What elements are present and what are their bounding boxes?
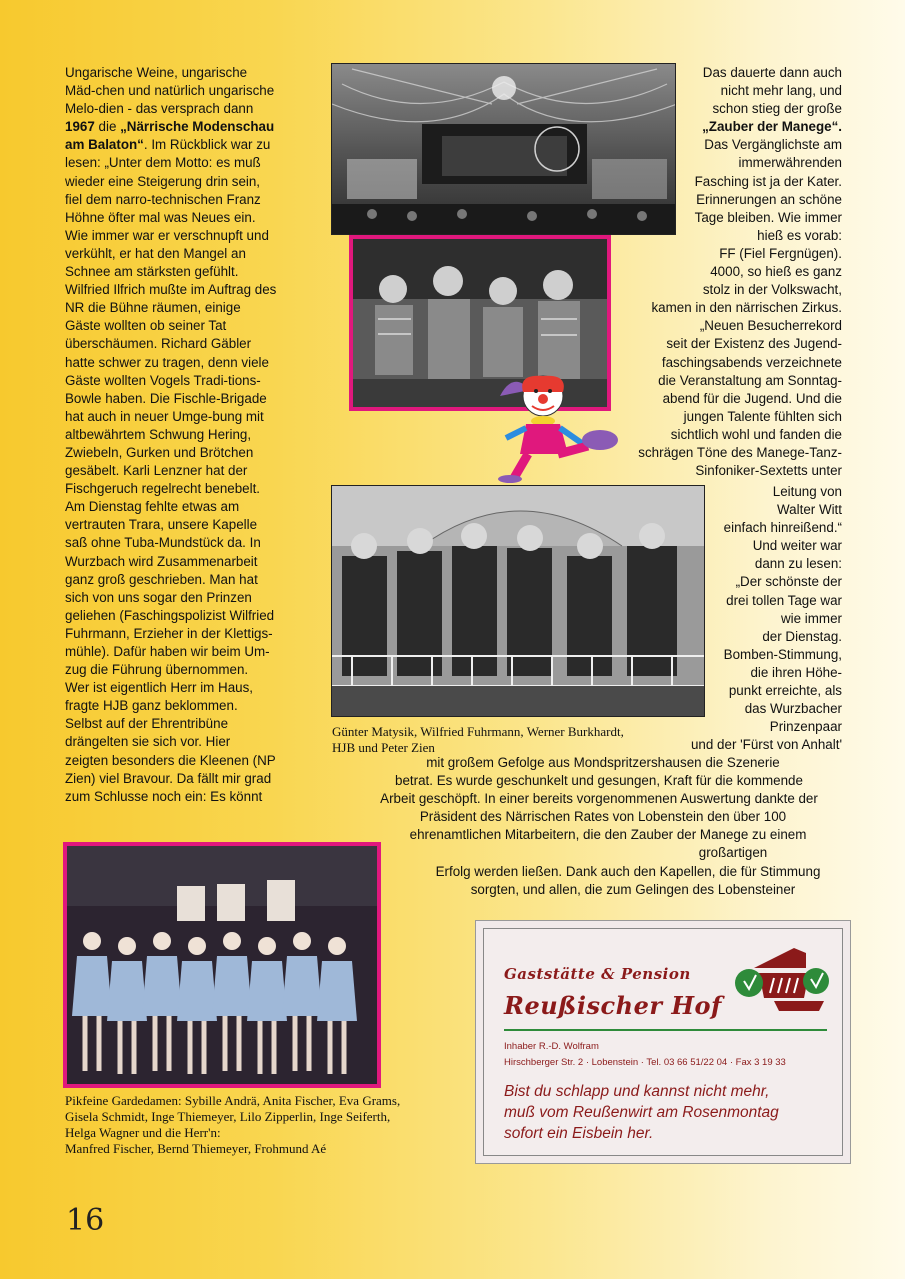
text-line: zum Schlusse noch ein: Es könnt — [65, 788, 263, 804]
text-line: jungen Talente fühlten sich — [683, 408, 842, 424]
text-line: mühle). Dafür haben wir beim Um- — [65, 644, 270, 659]
text-line: Wer ist eigentlich Herr im Haus, — [65, 680, 254, 696]
caption-line: Pikfeine Gardedamen: Sybille Andrä, Anita Fischer, Eva Grams, — [65, 1093, 401, 1108]
text-line: „Der schönste der — [735, 574, 842, 590]
text-line: wie immer — [780, 610, 842, 626]
text-line: Melo-dien - das versprach dann — [65, 101, 254, 117]
text-line: Leitung von — [772, 484, 842, 499]
advertisement-box — [475, 920, 851, 1164]
text-line: fiel dem narro-technischen Franz — [65, 191, 261, 207]
text-line: Wie immer war er verschnupft und — [65, 227, 269, 243]
text-line: sorgten, und allen, die zum Gelingen des Lobensteiner — [470, 881, 796, 897]
text-line: ehrenamtlichen Mitarbeitern, die den Zauber der Manege zu einem — [409, 827, 807, 843]
text-line: hat auch in neuer Umge-bung mit — [65, 408, 264, 424]
text-line: wieder eine Steigerung drin sein, — [65, 173, 261, 189]
text-line: Erfolg werden ließen. Dank auch den Kapellen, die für Stimmung — [435, 863, 821, 879]
text-line: fragte HJB ganz beklommen. — [65, 698, 238, 714]
text-line: schrägen Töne des Manege-Tanz- — [638, 444, 842, 460]
event-title: „Närrische Modenschau — [120, 119, 275, 135]
text-line: dann zu lesen: — [754, 556, 842, 572]
text-line: 1967 die „Närrische Modenschau — [65, 119, 275, 135]
ad-slogan-1: Bist du schlapp und kannst nicht mehr, — [504, 1083, 770, 1100]
text-line: faschingsabends verzeichnete — [661, 354, 842, 370]
text-line: Prinzenpaar — [769, 719, 842, 735]
text-line: die ihren Höhe- — [750, 664, 842, 680]
dancers-caption — [65, 1093, 400, 1157]
stage-hall-image — [332, 64, 676, 235]
text-line: Arbeit geschöpft. In einer bereits vorgenommenen Auswertung dankte der — [380, 791, 818, 807]
text-line: Tage bleiben. Wie immer — [694, 209, 842, 225]
text-line: Präsident des Närrischen Rates von Lobenstein den über 100 — [419, 809, 787, 825]
left-column — [65, 64, 276, 806]
advertisement-inner — [483, 928, 843, 1156]
text-line: drängelten sie sich vor. Hier — [65, 734, 231, 750]
text-line: Wurzbach wird Zusammenarbeit — [65, 553, 258, 569]
text-line: ganz groß geschrieben. Man hat — [65, 571, 258, 587]
inn-logo-icon — [734, 943, 829, 1023]
text-line: Zien) viel Bravour. Da fällt mir grad — [65, 770, 272, 786]
caption-line: HJB und Peter Zien — [332, 740, 435, 755]
text-line: saß ohne Tuba-Mundstück da. In — [65, 535, 261, 551]
text-line: und der 'Fürst von Anhalt' — [690, 737, 842, 753]
text-line: vertrauten Trara, unsere Kapelle — [65, 517, 258, 533]
right-column-top — [638, 64, 842, 480]
stage-hall-photo — [331, 63, 676, 235]
text-line: lesen: „Unter dem Motto: es muß — [65, 155, 261, 171]
bottom-text — [333, 754, 853, 899]
text-line: Bomben-Stimmung, — [723, 646, 842, 662]
right-column-mid — [691, 483, 842, 754]
ad-slogan-2: muß vom Reußenwirt am Rosenmontag — [504, 1104, 779, 1121]
text-line: NR die Bühne räumen, einige — [65, 300, 241, 316]
text-line: Fischgeruch regelrecht benebelt. — [65, 481, 261, 497]
text-line: zeigten besonders die Kleenen (NP — [65, 752, 276, 768]
text-line: großartigen — [698, 845, 768, 861]
text-line: immerwährenden — [738, 155, 842, 171]
text-line: Schnee am stärksten gefühlt. — [65, 264, 239, 280]
text-line: drei tollen Tage war — [726, 592, 842, 608]
balcony-caption — [332, 724, 624, 756]
text-line: FF (Fiel Fergnügen). — [719, 245, 842, 261]
text-line: schon stieg der große — [712, 101, 842, 117]
event-title-cont: am Balaton“ — [65, 137, 144, 153]
text-line: abend für die Jugend. Und die — [662, 390, 842, 406]
text-line: Höhne öfter mal was Neues ein. — [65, 209, 256, 225]
text-line: betrat. Es wurde geschunkelt und gesungen, Kraft für die kommende — [395, 773, 803, 789]
caption-line: Gisela Schmidt, Inge Thiemeyer, Lilo Zipperlin, Inge Seiferth, — [65, 1109, 391, 1124]
text-line: mit großem Gefolge aus Mondspritzershausen die Szenerie — [426, 755, 780, 770]
text-line: hatte schwer zu tragen, denn viele — [65, 354, 269, 370]
text-line: kamen in den närrischen Zirkus. — [651, 300, 842, 316]
clown-illustration — [488, 366, 638, 484]
text-line: die Veranstaltung am Sonntag- — [658, 372, 842, 388]
text-line: das Wurzbacher — [744, 701, 842, 717]
balcony-photo — [331, 485, 705, 717]
page-number: 16 — [66, 1203, 105, 1238]
text-line: Sinfoniker-Sextetts unter — [695, 463, 842, 479]
text-line: Das Vergänglichste am — [704, 137, 842, 153]
text-line: Erinnerungen an schöne — [696, 191, 842, 207]
text-line: Wilfried Ilfrich mußte im Auftrag des — [65, 282, 277, 298]
text-line: einfach hinreißend.“ — [723, 520, 842, 536]
caption-line: Helga Wagner und die Herr'n: — [65, 1125, 221, 1140]
text-line: überschäumen. Richard Gäbler — [65, 336, 252, 352]
ad-slogan-3: sofort ein Eisbein her. — [504, 1125, 654, 1142]
text-line: Gäste wollten Vogels Tradi-tions- — [65, 372, 261, 388]
text-line: Zwiebeln, Gurken und Brötchen — [65, 444, 254, 460]
balcony-image — [332, 486, 705, 717]
text-line: Mäd-chen und natürlich ungarische — [65, 83, 275, 99]
text-line: verkühlt, er hat den Mangel an — [65, 245, 246, 261]
text-line: stolz in der Volkswacht, — [702, 282, 842, 298]
ad-owner: Inhaber R.-D. Wolfram — [504, 1041, 599, 1052]
ad-divider — [504, 1029, 827, 1031]
zauber-title: „Zauber der Manege“. — [702, 119, 842, 135]
ad-title-line2: Reußischer Hof — [504, 991, 722, 1020]
text-line: der Dienstag. — [762, 628, 842, 644]
text-line: Fasching ist ja der Kater. — [694, 173, 842, 189]
text-line: zug die Führung übernommen. — [65, 662, 249, 678]
text-line — [638, 118, 842, 136]
text-line: Selbst auf der Ehrentribüne — [65, 716, 229, 732]
text-line: sichtlich wohl und fanden die — [670, 426, 842, 442]
text-line: nicht mehr lang, und — [720, 83, 842, 99]
text-line: seit der Existenz des Jugend- — [666, 336, 842, 352]
text-line: geliehen (Faschingspolizist Wilfried — [65, 607, 275, 623]
text-line: Ungarische Weine, ungarische — [65, 65, 248, 80]
text-line: gesäbelt. Karli Lenzner hat der — [65, 463, 248, 479]
text-line: Am Dienstag fehlte etwas am — [65, 499, 240, 515]
text-line: Das dauerte dann auch — [702, 65, 842, 80]
text-line: Gäste wollten ob seiner Tat — [65, 318, 227, 334]
text-line: hieß es vorab: — [757, 227, 842, 243]
text-line: sich von uns sogar den Prinzen — [65, 589, 252, 605]
ad-address: Hirschberger Str. 2 · Lobenstein · Tel. 03 66 51/22 04 · Fax 3 19 33 — [504, 1057, 786, 1068]
text-line: punkt erreichte, als — [728, 683, 842, 699]
text-line: Bowle haben. Die Fischle-Brigade — [65, 390, 267, 406]
ad-title-line1: Gaststätte & Pension — [504, 965, 691, 983]
text-line: Und weiter war — [752, 538, 842, 554]
text-line: am Balaton“. Im Rückblick war zu — [65, 137, 271, 153]
dancers-image — [67, 846, 377, 1084]
caption-line: Manfred Fischer, Bernd Thiemeyer, Frohmund Aé — [65, 1141, 327, 1156]
text-line: Walter Witt — [777, 502, 842, 518]
dancers-photo — [63, 842, 381, 1088]
text-line: altbewährtem Schwung Hering, — [65, 426, 252, 442]
text-line: Fuhrmann, Erzieher in der Klettigs- — [65, 625, 273, 641]
text-line: „Neuen Besucherrekord — [699, 318, 842, 334]
year-1967: 1967 — [65, 119, 95, 135]
text-line: 4000, so hieß es ganz — [710, 264, 842, 280]
caption-line: Günter Matysik, Wilfried Fuhrmann, Werner Burkhardt, — [332, 724, 624, 739]
